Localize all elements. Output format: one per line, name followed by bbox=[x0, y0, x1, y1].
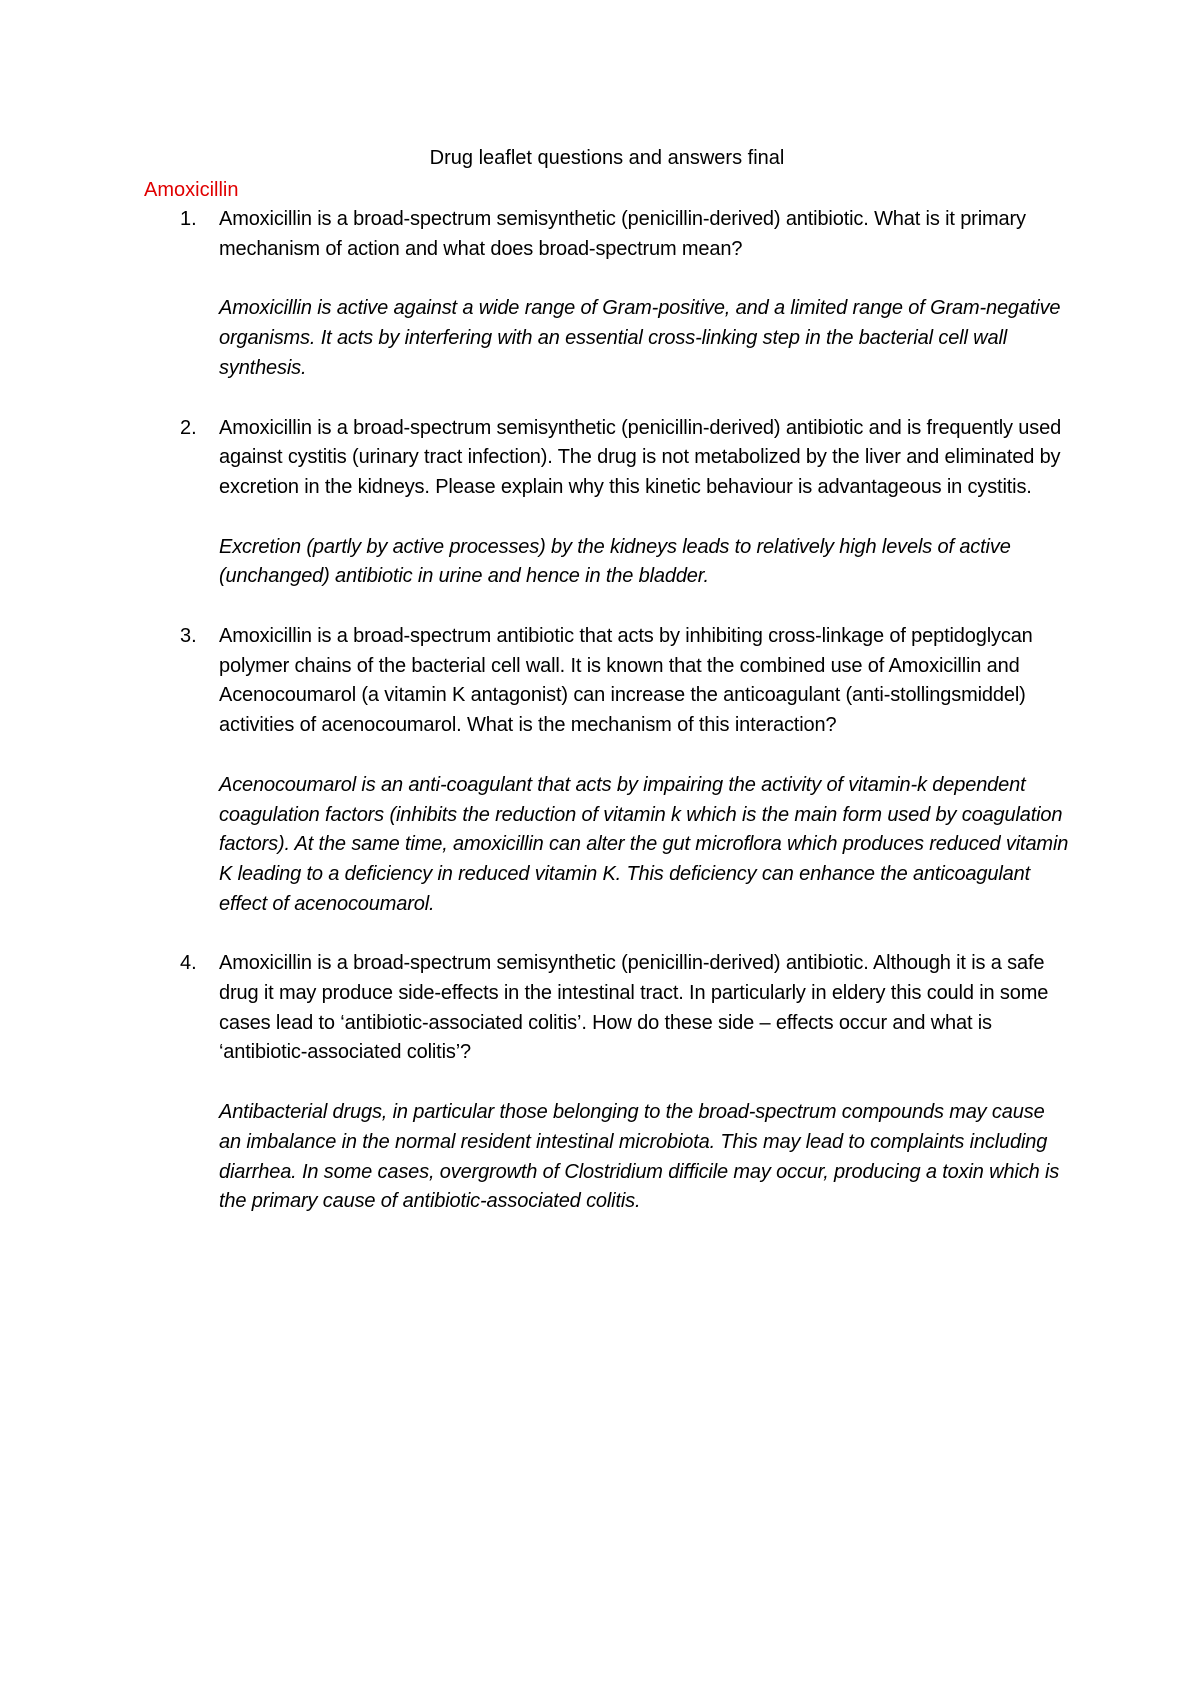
question-item-3 bbox=[144, 622, 1070, 919]
question-item-1 bbox=[144, 205, 1070, 384]
question-text: Amoxicillin is a broad-spectrum semisynthetic (penicillin-derived) antibiotic. What is it primary mechanism of action and what does broad-spectrum mean? bbox=[219, 208, 1026, 260]
question-number: 3. bbox=[180, 625, 197, 648]
question-number: 4. bbox=[180, 952, 197, 975]
question-text: Amoxicillin is a broad-spectrum antibiotic that acts by inhibiting cross-linkage of peptidoglycan polymer chains of the bacterial cell wall. It is known that the combined use of Amoxicillin and Acenocoumarol (a vitamin K antagonist) can increase the anticoagulant (anti-stollingsmiddel) activities of acenocoumarol. What is the mechanism of this interaction? bbox=[219, 625, 1033, 737]
question-item-4 bbox=[144, 949, 1070, 1217]
question-list bbox=[144, 205, 1070, 1217]
answer-text: Amoxicillin is active against a wide range of Gram-positive, and a limited range of Gram-negative organisms. It acts by interfering with an essential cross-linking step in the bacterial cell wall synthesis. bbox=[219, 297, 1061, 379]
answer-text: Acenocoumarol is an anti-coagulant that acts by impairing the activity of vitamin-k dependent coagulation factors (inhibits the reduction of vitamin k which is the main form used by coagulation factors). At the same time, amoxicillin can alter the gut microflora which produces reduced vitamin K leading to a deficiency in reduced vitamin K. This deficiency can enhance the anticoagulant effect of acenocoumarol. bbox=[219, 773, 1069, 915]
section-heading-amoxicillin: Amoxicillin bbox=[144, 179, 239, 201]
question-text: Amoxicillin is a broad-spectrum semisynthetic (penicillin-derived) antibiotic. Although it is a safe drug it may produce side-effects in the intestinal tract. In particularly in eldery this could in some cases lead to ‘antibiotic-associated colitis’. How do these side – effects occur and what is ‘antibiotic-associated colitis’? bbox=[219, 952, 1049, 1064]
question-number: 2. bbox=[180, 416, 197, 439]
question-number: 1. bbox=[180, 208, 197, 230]
question-item-2 bbox=[144, 414, 1070, 593]
question-text: Amoxicillin is a broad-spectrum semisynthetic (penicillin-derived) antibiotic and is frequently used against cystitis (urinary tract infection). The drug is not metabolized by the liver and eliminated by excretion in the kidneys. Please explain why this kinetic behaviour is advantageous in cystitis. bbox=[219, 416, 1062, 498]
answer-text: Excretion (partly by active processes) by the kidneys leads to relatively high levels of active (unchanged) antibiotic in urine and hence in the bladder. bbox=[219, 535, 1011, 588]
document-title: Drug leaflet questions and answers final bbox=[429, 147, 785, 169]
answer-text: Antibacterial drugs, in particular those belonging to the broad-spectrum compounds may cause an imbalance in the normal resident intestinal microbiota. This may lead to complaints including diarrhea. In some cases, overgrowth of Clostridium difficile may occur, producing a toxin which is the primary cause of antibiotic-associated colitis. bbox=[219, 1101, 1060, 1213]
